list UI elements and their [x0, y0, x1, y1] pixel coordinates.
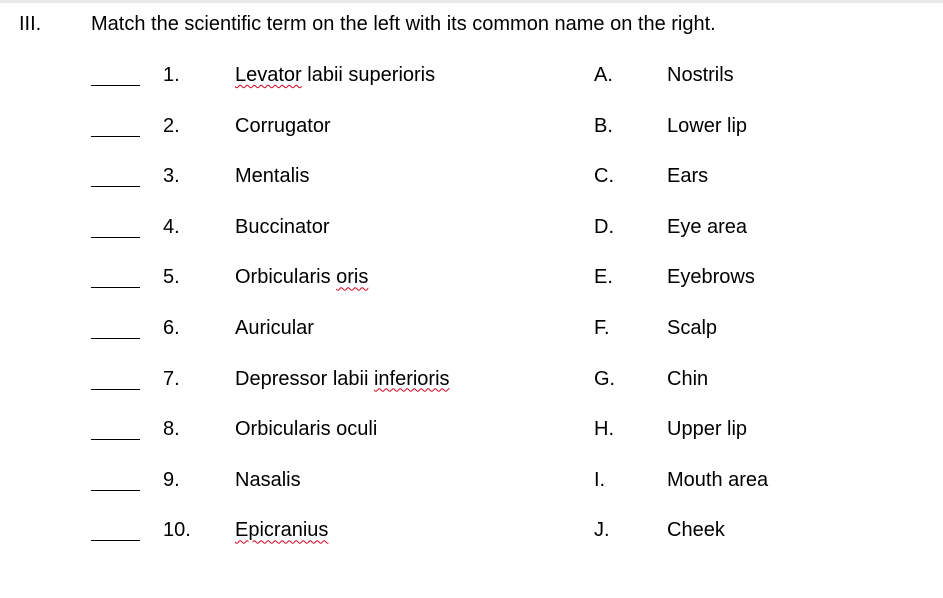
answer-blank[interactable] — [91, 518, 140, 541]
term-text: Orbicularis — [235, 266, 337, 289]
scientific-term — [235, 417, 377, 441]
answer-letter: G. — [594, 367, 616, 390]
scientific-term — [235, 265, 368, 289]
common-name: Upper lip — [667, 418, 748, 441]
scientific-term — [235, 63, 435, 87]
matching-row — [0, 161, 943, 212]
common-name: Eyebrows — [667, 266, 755, 289]
matching-row — [0, 313, 943, 364]
item-number: 2. — [163, 114, 180, 137]
answer-letter: A. — [594, 64, 613, 86]
answer-blank[interactable] — [91, 316, 140, 339]
term-text: Corrugator — [235, 114, 331, 137]
item-number: 7. — [163, 367, 180, 390]
scientific-term — [235, 316, 314, 340]
common-name: Nostrils — [667, 64, 734, 86]
matching-row — [0, 414, 943, 465]
answer-blank[interactable] — [91, 417, 140, 440]
answer-letter: H. — [594, 418, 614, 441]
common-name: Ears — [667, 165, 709, 188]
term-text: Mentalis — [235, 165, 310, 188]
common-name: Cheek — [667, 519, 725, 542]
matching-row — [0, 212, 943, 263]
matching-row — [0, 465, 943, 516]
scientific-term — [235, 114, 331, 138]
item-number: 3. — [163, 165, 180, 188]
answer-blank[interactable] — [91, 215, 140, 238]
answer-blank[interactable] — [91, 164, 140, 187]
matching-row — [0, 111, 943, 162]
common-name: Mouth area — [667, 468, 769, 491]
instructions-text: Match the scientific term on the left with its common name on the right. — [91, 13, 716, 35]
term-text: Orbicularis oculi — [235, 418, 378, 441]
spellcheck-word: oris — [336, 266, 369, 289]
section-number: III. — [19, 13, 42, 35]
term-text: labii superioris — [301, 64, 436, 86]
matching-row — [0, 515, 943, 566]
term-text: Buccinator — [235, 215, 330, 238]
answer-letter: C. — [594, 165, 614, 188]
scientific-term — [235, 468, 301, 492]
item-number: 4. — [163, 215, 180, 238]
item-number: 10. — [163, 519, 191, 542]
answer-letter: D. — [594, 215, 614, 238]
answer-blank[interactable] — [91, 468, 140, 491]
spellcheck-word: Levator — [235, 64, 302, 86]
answer-letter: F. — [594, 316, 610, 339]
item-number: 8. — [163, 418, 180, 441]
answer-letter: B. — [594, 114, 613, 137]
spellcheck-word: Epicranius — [235, 519, 329, 542]
answer-blank[interactable] — [91, 367, 140, 390]
scientific-term — [235, 164, 309, 188]
item-number: 9. — [163, 468, 180, 491]
term-text: Auricular — [235, 316, 314, 339]
matching-row — [0, 60, 943, 111]
answer-blank[interactable] — [91, 114, 140, 137]
matching-row — [0, 262, 943, 313]
answer-letter: J. — [594, 519, 610, 542]
scientific-term — [235, 215, 330, 239]
spellcheck-word: inferioris — [373, 367, 450, 390]
top-divider — [0, 0, 943, 3]
answer-letter: E. — [594, 266, 613, 289]
scientific-term — [235, 518, 328, 542]
item-number: 5. — [163, 266, 180, 289]
common-name: Chin — [667, 367, 709, 390]
answer-letter: I. — [594, 468, 606, 491]
scientific-term — [235, 367, 450, 391]
answer-blank[interactable] — [91, 63, 140, 86]
answer-blank[interactable] — [91, 265, 140, 288]
term-text: Depressor labii — [235, 367, 374, 390]
matching-row — [0, 364, 943, 415]
matching-list — [0, 60, 943, 566]
common-name: Eye area — [667, 215, 748, 238]
common-name: Lower lip — [667, 114, 748, 137]
term-text: Nasalis — [235, 468, 301, 491]
item-number: 6. — [163, 316, 180, 339]
item-number: 1. — [163, 64, 180, 86]
common-name: Scalp — [667, 316, 718, 339]
